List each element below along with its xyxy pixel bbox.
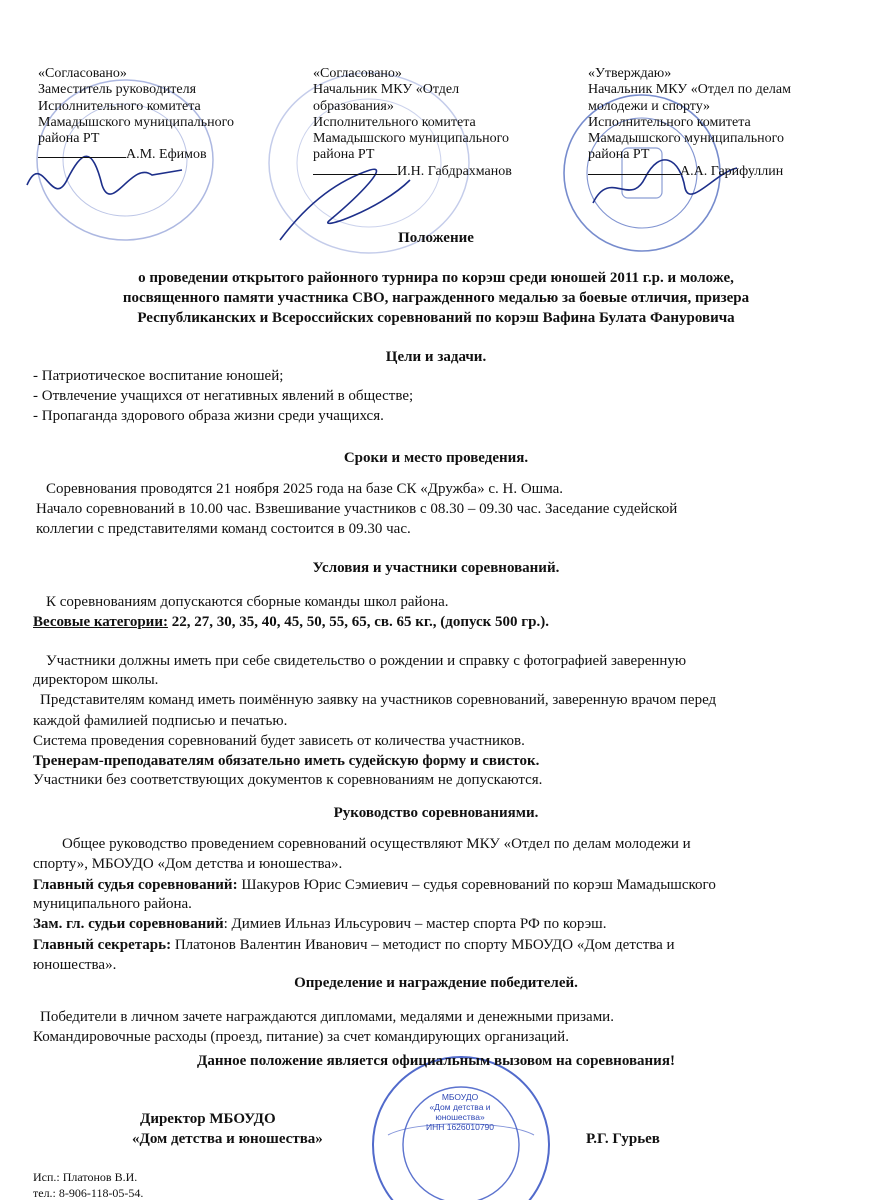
weight-categories (33, 613, 549, 631)
coaches-text: Тренерам-преподавателям обязательно иметь судейскую форму и свисток. (33, 753, 540, 769)
approval-1-signer: А.М. Ефимов (126, 147, 207, 163)
approval-block-1 (38, 66, 234, 164)
approval-2-line-3: Исполнительного комитета (313, 114, 476, 130)
stamp-text-3: юношества» (435, 1112, 485, 1122)
deputy-judge-text: : Димиев Ильназ Ильсурович – мастер спорта РФ по корэш. (223, 916, 607, 932)
approval-3-line-1: Начальник МКУ «Отдел по делам (588, 82, 791, 98)
reps-line-2: каждой фамилией подписью и печатью. (33, 713, 288, 729)
goal-item-2: - Отвлечение учащихся от негативных явлений в обществе; (33, 388, 414, 404)
chief-judge-text: Шакуров Юрис Сэмиевич – судья соревнований по корэш Мамадышского (237, 877, 716, 893)
approval-1-line-4: района РТ (38, 131, 100, 147)
chief-judge-cont: муниципального района. (33, 896, 192, 912)
timing-line-3: коллегии с представителями команд состоится в 09.30 час. (36, 521, 411, 537)
chief-judge-label: Главный судья соревнований: (33, 877, 238, 893)
stamp-bottom-text (420, 1092, 500, 1132)
awards-line-1: Победители в личном зачете награждаются дипломами, медалями и денежными призами. (40, 1009, 614, 1025)
admission-text: К соревнованиям допускаются сборные команды школ района. (46, 594, 449, 610)
timing-heading: Сроки и место проведения. (343, 450, 529, 466)
management-line-1: Общее руководство проведением соревнований осуществляют МКУ «Отдел по делам молодежи и (62, 836, 691, 852)
director-title-1: Директор МБОУДО (140, 1111, 276, 1127)
docs-line-1: Участники должны иметь при себе свидетельство о рождении и справку с фотографией заверенную (46, 653, 687, 669)
approval-block-2 (313, 66, 512, 180)
approval-1-line-2: Исполнительного комитета (38, 98, 201, 114)
official-call: Данное положение является официальным вызовом на соревнования! (197, 1053, 675, 1069)
approval-2-line-5: района РТ (313, 147, 375, 163)
approval-3-signer: А.А. Гарифуллин (680, 163, 784, 179)
reps-line-1: Представителям команд иметь поимённую заявку на участников соревнований, заверенную врачом перед (40, 692, 717, 708)
stamp-text-4: ИНН 1626010790 (425, 1122, 495, 1132)
approval-block-3 (588, 66, 791, 180)
awards-line-2: Командировочные расходы (проезд, питание) за счет командирующих организаций. (33, 1029, 569, 1045)
approval-1-line-1: Заместитель руководителя (38, 82, 197, 98)
approval-3-line-5: района РТ (588, 147, 650, 163)
approval-1-header: «Согласовано» (38, 66, 127, 81)
system-text: Система проведения соревнований будет зависеть от количества участников. (33, 733, 525, 749)
document-subtitle-2: посвященного памяти участника СВО, награжденного медалью за боевые отличия, призера (122, 290, 750, 306)
approval-3-line-4: Мамадышского муниципального (588, 131, 785, 147)
document-subtitle-3: Республиканских и Всероссийских соревнований по корэш Вафина Булата Фануровича (137, 310, 735, 326)
director-name: Р.Г. Гурьев (586, 1131, 660, 1147)
awards-heading: Определение и награждение победителей. (294, 975, 578, 991)
timing-line-1: Соревнования проводятся 21 ноября 2025 года на базе СК «Дружба» с. Н. Ошма. (46, 481, 564, 497)
executor-phone: тел.: 8-906-118-05-54. (33, 1186, 144, 1200)
approval-3-line-3: Исполнительного комитета (588, 114, 751, 130)
no-docs-text: Участники без соответствующих документов к соревнованиям не допускаются. (33, 772, 543, 788)
document-subtitle-1: о проведении открытого районного турнира по корэш среди юношей 2011 г.р. и моложе, (138, 270, 734, 286)
approval-3-signer-line (588, 164, 791, 180)
approval-2-signer-line (313, 164, 512, 180)
timing-line-2: Начало соревнований в 10.00 час. Взвешивание участников с 08.30 – 09.30 час. Заседание судейской (36, 501, 678, 517)
management-line-2: спорту», МБОУДО «Дом детства и юношества». (33, 856, 343, 872)
approval-3-header: «Утверждаю» (588, 66, 672, 81)
secretary-text: Платонов Валентин Иванович – методист по спорту МБОУДО «Дом детства и (171, 937, 675, 953)
deputy-judge (33, 915, 606, 933)
goal-item-3: - Пропаганда здорового образа жизни среди учащихся. (33, 408, 384, 424)
secretary-label: Главный секретарь: (33, 937, 172, 953)
docs-line-2: директором школы. (33, 672, 159, 688)
executor: Исп.: Платонов В.И. (33, 1170, 138, 1184)
secretary-cont: юношества». (33, 957, 117, 973)
chief-judge (33, 876, 716, 894)
management-heading: Руководство соревнованиями. (333, 805, 539, 821)
approval-2-header: «Согласовано» (313, 66, 402, 81)
conditions-heading: Условия и участники соревнований. (312, 560, 560, 576)
approval-1-signer-line (38, 147, 234, 163)
stamp-text-2: «Дом детства и (429, 1102, 491, 1112)
deputy-judge-label: Зам. гл. судьи соревнований (33, 916, 224, 932)
weight-categories-label: Весовые категории: (33, 614, 168, 630)
approval-2-signer: И.Н. Габдрахманов (397, 163, 512, 179)
goal-item-1: - Патриотическое воспитание юношей; (33, 368, 284, 384)
approval-2-line-2: образования» (313, 98, 394, 114)
director-title-2: «Дом детства и юношества» (132, 1131, 323, 1147)
approval-2-line-1: Начальник МКУ «Отдел (313, 82, 460, 98)
stamp-text-1: МБОУДО (441, 1092, 479, 1102)
secretary (33, 936, 675, 954)
document-title: Положение (398, 230, 474, 246)
approval-2-line-4: Мамадышского муниципального (313, 131, 510, 147)
approval-3-line-2: молодежи и спорту» (588, 98, 711, 114)
goals-heading: Цели и задачи. (385, 349, 487, 365)
weight-categories-values: 22, 27, 30, 35, 40, 45, 50, 55, 65, св. 65 кг., (допуск 500 гр.). (167, 614, 549, 630)
approval-1-line-3: Мамадышского муниципального (38, 114, 235, 130)
